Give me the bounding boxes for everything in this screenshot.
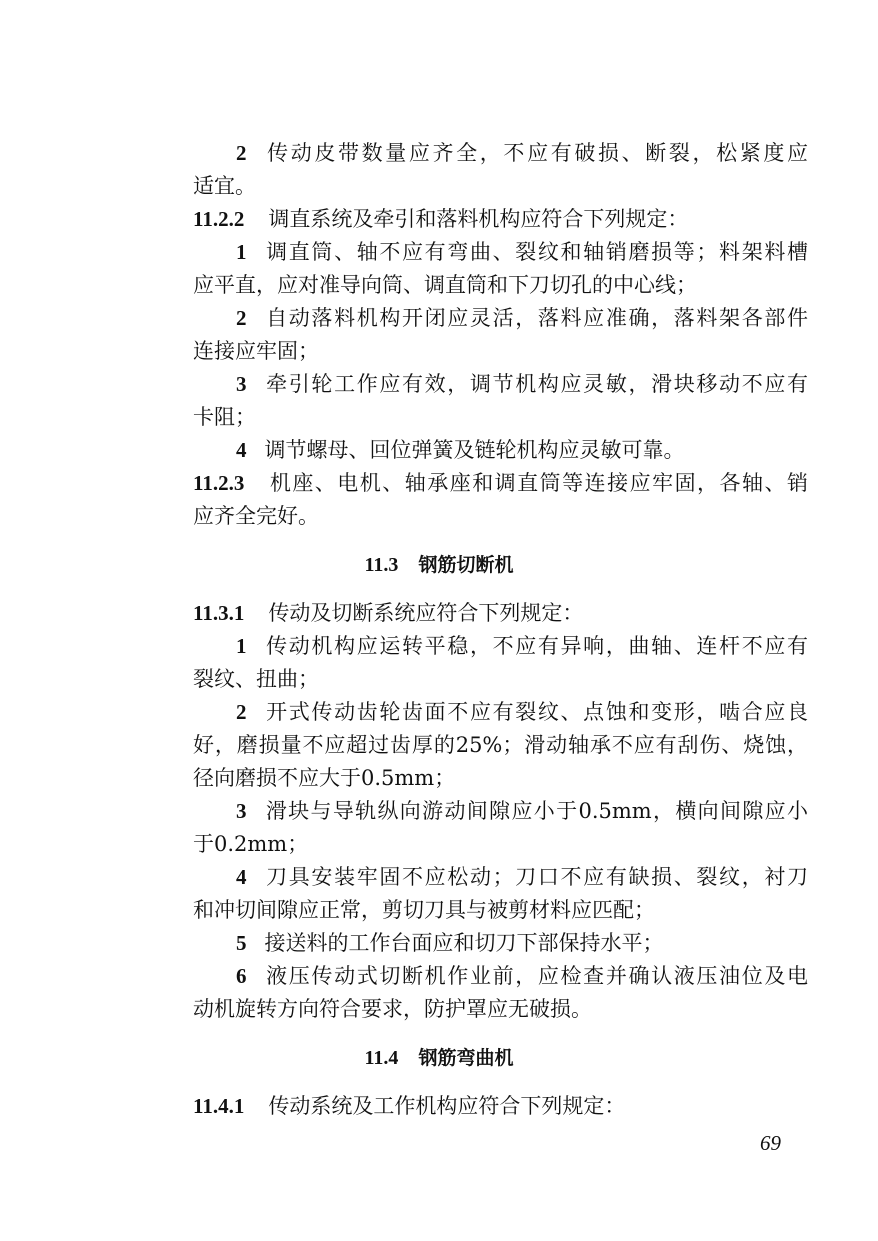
- list-item: [236, 927, 664, 959]
- list-item: [236, 795, 808, 827]
- item-number: 3: [236, 372, 247, 396]
- item-number: 4: [236, 438, 247, 462]
- item-text-continued: 适宜。: [193, 174, 256, 198]
- clause-text-continued: 应齐全完好。: [193, 504, 319, 528]
- clause-11-4-1: [193, 1090, 625, 1122]
- item-text: 牵引轮工作应有效，调节机构应灵敏，滑块移动不应有: [264, 372, 808, 396]
- clause-11-2-2: [193, 203, 688, 235]
- item-number: 3: [236, 799, 247, 823]
- item-text: 调节螺母、回位弹簧及链轮机构应灵敏可靠。: [264, 438, 685, 462]
- clause-number: 11.2.3: [193, 471, 245, 495]
- clause-number: 11.2.2: [193, 207, 245, 231]
- section-heading-11-3: [0, 548, 878, 581]
- item-text-continued: 和冲切间隙应正常，剪切刀具与被剪材料应匹配；: [193, 898, 655, 922]
- item-number: 6: [236, 964, 247, 988]
- item-text: 传动机构应运转平稳，不应有异响，曲轴、连杆不应有: [264, 634, 808, 658]
- item-text-continued: 应平直，应对准导向筒、调直筒和下刀切孔的中心线；: [193, 273, 697, 297]
- item-text-continued: 于0.2mm；: [193, 832, 309, 856]
- item-text-continued: 连接应牢固；: [193, 339, 319, 363]
- item-number: 2: [236, 141, 247, 165]
- clause-11-2-3: [193, 467, 808, 499]
- list-item: [236, 137, 808, 169]
- section-heading-11-4: [0, 1041, 878, 1074]
- item-text-continued: 好，磨损量不应超过齿厚的25%；滑动轴承不应有刮伤、烧蚀，: [193, 733, 808, 757]
- section-title: 钢筋弯曲机: [418, 1047, 514, 1069]
- clause-text: 机座、电机、轴承座和调直筒等连接应牢固，各轴、销: [268, 471, 808, 495]
- item-text: 自动落料机构开闭应灵活，落料应准确，落料架各部件: [264, 306, 808, 330]
- item-text-continued: 动机旋转方向符合要求，防护罩应无破损。: [193, 997, 592, 1021]
- item-number: 2: [236, 306, 247, 330]
- list-item: [236, 236, 808, 268]
- item-number: 1: [236, 634, 247, 658]
- item-text-continued: 卡阻；: [193, 405, 256, 429]
- item-text: 接送料的工作台面应和切刀下部保持水平；: [264, 931, 664, 955]
- clause-number: 11.4.1: [193, 1094, 245, 1118]
- item-text-continued: 裂纹、扭曲；: [193, 667, 319, 691]
- item-text: 液压传动式切断机作业前，应检查并确认液压油位及电: [264, 964, 808, 988]
- section-number: 11.4: [364, 1047, 399, 1069]
- item-number: 2: [236, 700, 247, 724]
- item-text: 刀具安装牢固不应松动；刀口不应有缺损、裂纹，衬刀: [264, 865, 808, 889]
- page-number: 69: [760, 1131, 781, 1155]
- clause-title: 传动系统及工作机构应符合下列规定：: [268, 1094, 626, 1118]
- list-item: [236, 861, 808, 893]
- list-item: [236, 368, 808, 400]
- item-number: 4: [236, 865, 247, 889]
- clause-title: 调直系统及牵引和落料机构应符合下列规定：: [268, 207, 689, 231]
- clause-11-3-1: [193, 597, 583, 629]
- item-text-continued: 径向磨损不应大于0.5mm；: [193, 766, 456, 790]
- list-item: [236, 696, 808, 728]
- item-text: 开式传动齿轮齿面不应有裂纹、点蚀和变形，啮合应良: [264, 700, 808, 724]
- item-number: 1: [236, 240, 247, 264]
- list-item: [236, 302, 808, 334]
- section-number: 11.3: [364, 554, 399, 576]
- list-item: [236, 434, 685, 466]
- item-text: 滑块与导轨纵向游动间隙应小于0.5mm，横向间隙应小: [264, 799, 808, 823]
- item-number: 5: [236, 931, 247, 955]
- item-text: 传动皮带数量应齐全，不应有破损、断裂，松紧度应: [264, 141, 808, 165]
- list-item: [236, 630, 808, 662]
- section-title: 钢筋切断机: [418, 554, 514, 576]
- item-text: 调直筒、轴不应有弯曲、裂纹和轴销磨损等；料架料槽: [264, 240, 808, 264]
- clause-number: 11.3.1: [193, 601, 245, 625]
- list-item: [236, 960, 808, 992]
- clause-title: 传动及切断系统应符合下列规定：: [268, 601, 584, 625]
